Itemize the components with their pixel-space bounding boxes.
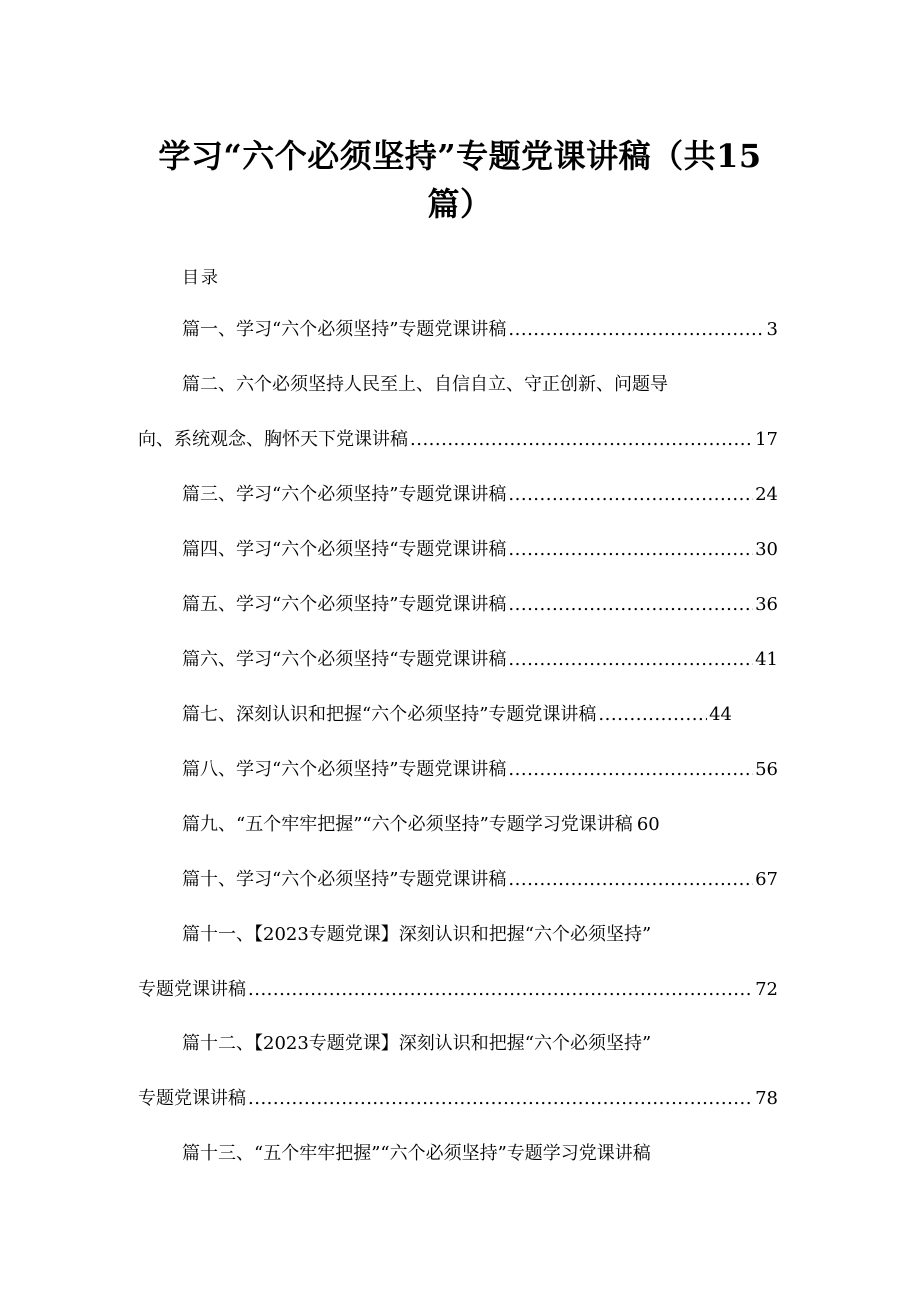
toc-leader-dots xyxy=(508,316,764,344)
toc-leader-dots xyxy=(248,976,753,1004)
toc-entry-page: 3 xyxy=(766,319,778,340)
toc-entry-3[interactable] xyxy=(182,481,778,509)
toc-entry-title: 篇五、学习“六个必须坚持”专题党课讲稿 xyxy=(182,594,507,615)
toc-entry-12-line-2[interactable] xyxy=(138,1085,778,1113)
toc-leader-dots xyxy=(410,426,753,454)
toc-entry-title: 篇四、学习“六个必须坚持“专题党课讲稿 xyxy=(182,539,507,560)
toc-entry-11-line-1[interactable] xyxy=(182,921,778,949)
toc-entry-7[interactable] xyxy=(182,701,732,729)
toc-leader-dots xyxy=(248,1085,753,1113)
toc-entry-title: 专题党课讲稿 xyxy=(138,979,246,1000)
document-title-line-1: 学习“六个必须坚持”专题党课讲稿（共15 xyxy=(158,137,762,175)
toc-entry-title: 篇二、六个必须坚持人民至上、自信自立、守正创新、问题导 xyxy=(182,374,668,395)
toc-entry-10[interactable] xyxy=(182,866,778,894)
toc-entry-page: 78 xyxy=(755,1088,778,1109)
toc-entry-2-line-1[interactable] xyxy=(182,371,778,399)
toc-entry-page: 56 xyxy=(755,759,778,780)
toc-entry-title: 篇六、学习“六个必须坚持“专题党课讲稿 xyxy=(182,649,507,670)
toc-heading: 目录 xyxy=(182,268,220,288)
toc-entry-page: 24 xyxy=(755,484,778,505)
toc-entry-page: 41 xyxy=(755,649,778,670)
toc-entry-page: 30 xyxy=(755,539,778,560)
toc-entry-8[interactable] xyxy=(182,756,778,784)
toc-entry-13[interactable] xyxy=(182,1140,778,1168)
toc-entry-title: 篇十三、“五个牢牢把握”“六个必须坚持”专题学习党课讲稿 xyxy=(182,1143,651,1164)
toc-leader-dots xyxy=(508,756,753,784)
toc-leader-dots xyxy=(508,866,753,894)
toc-entry-6[interactable] xyxy=(182,646,778,674)
document-title-line-2: 篇） xyxy=(427,185,493,223)
toc-entry-title: 篇三、学习“六个必须坚持”专题党课讲稿 xyxy=(182,484,507,505)
toc-entry-page: 36 xyxy=(755,594,778,615)
toc-leader-dots xyxy=(508,481,753,509)
toc-entry-page: 67 xyxy=(755,869,778,890)
toc-leader-dots xyxy=(598,701,707,729)
toc-entry-title: 篇十、学习“六个必须坚持”专题党课讲稿 xyxy=(182,869,507,890)
toc-entry-4[interactable] xyxy=(182,536,778,564)
toc-entry-title: 篇十二、【2023专题党课】深刻认识和把握“六个必须坚持” xyxy=(182,1033,652,1054)
toc-entry-2-line-2[interactable] xyxy=(138,426,778,454)
toc-entry-page: 44 xyxy=(709,704,732,725)
toc-entry-9[interactable] xyxy=(182,811,778,839)
toc-entry-page: 72 xyxy=(755,979,778,1000)
toc-entry-page: 60 xyxy=(636,814,660,835)
toc-entry-5[interactable] xyxy=(182,591,778,619)
toc-entry-title: 篇七、深刻认识和把握“六个必须坚持”专题党课讲稿 xyxy=(182,704,597,725)
toc-leader-dots xyxy=(508,536,753,564)
toc-entry-title: 专题党课讲稿 xyxy=(138,1088,246,1109)
toc-leader-dots xyxy=(508,591,753,619)
document-title xyxy=(140,132,780,228)
toc-entry-title: 篇十一、【2023专题党课】深刻认识和把握“六个必须坚持” xyxy=(182,924,652,945)
toc-entry-title: 篇九、“五个牢牢把握”“六个必须坚持”专题学习党课讲稿 xyxy=(182,814,633,835)
toc-leader-dots xyxy=(508,646,753,674)
toc-entry-1[interactable] xyxy=(182,316,778,344)
toc-entry-12-line-1[interactable] xyxy=(182,1030,778,1058)
toc-entry-11-line-2[interactable] xyxy=(138,976,778,1004)
toc-entry-page: 17 xyxy=(755,429,778,450)
toc-entry-title: 篇一、学习“六个必须坚持”专题党课讲稿 xyxy=(182,319,507,340)
toc-entry-title: 篇八、学习“六个必须坚持”专题党课讲稿 xyxy=(182,759,507,780)
toc-entry-title: 向、系统观念、胸怀天下党课讲稿 xyxy=(138,429,408,450)
